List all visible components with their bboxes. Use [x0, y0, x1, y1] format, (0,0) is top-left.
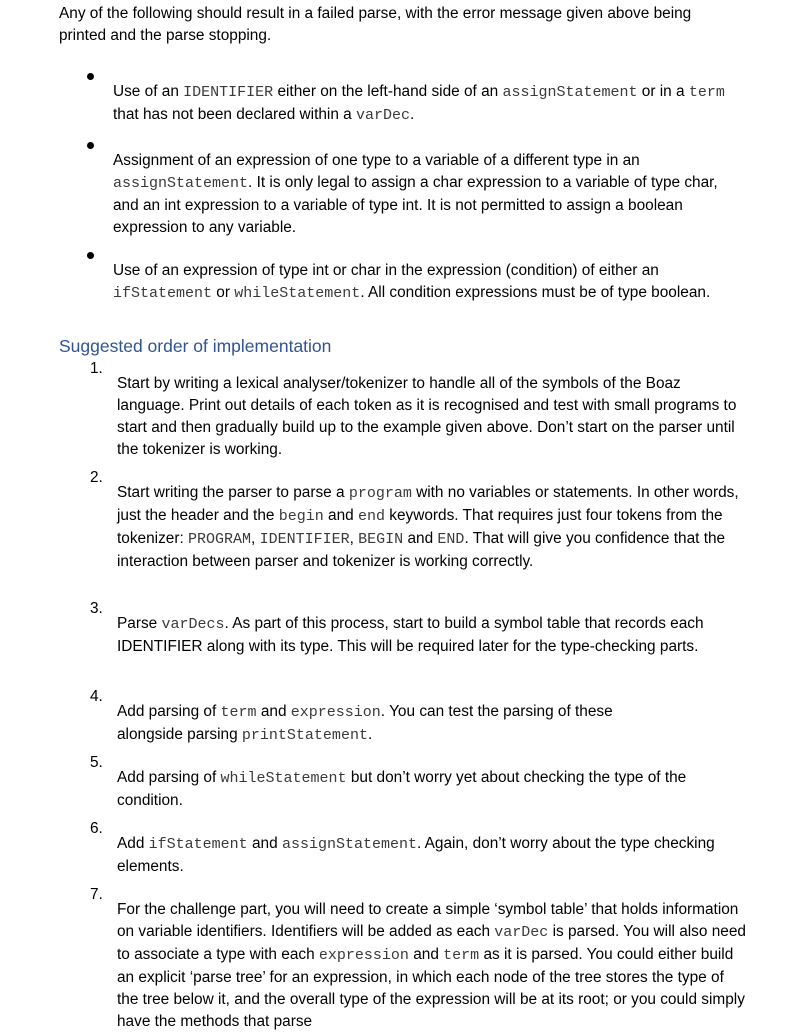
code-term: BEGIN: [358, 531, 404, 549]
intro-paragraph: Any of the following should result in a failed parse, with the error message given above being printed and the parse stopping.: [59, 5, 692, 44]
code-term: assignStatement: [502, 84, 638, 102]
step-number: 2.: [90, 469, 103, 486]
bullet-item: Assignment of an expression of one type to a variable of a different type in an assignStatement. It is only legal to assign a char expression to a variable of type char, and an int expression to a variable of type int. It is not permitted to assign a boolean expression to any variable.: [113, 152, 718, 237]
code-term: term: [220, 704, 257, 722]
code-term: term: [688, 84, 725, 102]
bullet-item: Use of an expression of type int or char in the expression (condition) of either an ifStatement or whileStatement. All condition expressions must be of type boolean.: [113, 262, 711, 303]
step-number: 3.: [90, 600, 103, 617]
bullet-dot-icon: [87, 252, 94, 259]
code-term: varDecs: [161, 616, 225, 634]
code-term: varDec: [356, 107, 411, 125]
code-term: expression: [318, 947, 409, 965]
step-number: 6.: [90, 820, 103, 837]
step-number: 5.: [90, 754, 103, 771]
code-term: end: [357, 508, 385, 526]
step-number: 4.: [90, 688, 103, 705]
code-term: expression: [290, 704, 381, 722]
step-number: 7.: [90, 886, 103, 903]
bullet-dot-icon: [87, 142, 94, 149]
code-term: assignStatement: [281, 836, 417, 854]
step-item: Add parsing of whileStatement but don’t worry yet about checking the type of the condition.: [117, 769, 687, 810]
code-term: IDENTIFIER: [259, 531, 350, 549]
step-number: 1.: [90, 360, 103, 377]
code-term: begin: [278, 508, 324, 526]
step-item: Parse varDecs. As part of this process, start to build a symbol table that records each IDENTIFIER along with its type. This will be required later for the type-checking parts.: [117, 615, 704, 656]
code-term: program: [348, 485, 412, 503]
step-item: Start by writing a lexical analyser/tokenizer to handle all of the symbols of the Boaz language. Print out details of each token as it is recognised and test with small programs to start and then gradually build up to the example given above. Don’t start on the parser until the tokenizer is working.: [117, 375, 737, 459]
bullet-item: Use of an IDENTIFIER either on the left-hand side of an assignStatement or in a term that has not been declared within a varDec.: [113, 83, 725, 125]
code-term: varDec: [494, 924, 549, 942]
code-term: END: [437, 531, 465, 549]
step-item: For the challenge part, you will need to create a simple ‘symbol table’ that holds information on variable identifiers. Identifiers will be added as each varDec is parsed. You will also need to associate a type with each expression and term as it is parsed. You could either build an explicit ‘parse tree’ for an expression, in which each node of the tree stores the type of the tree below it, and the overall type of the expression will be at its root; or you could simply have the methods that parse: [117, 901, 746, 1031]
step-item: Start writing the parser to parse a program with no variables or statements. In other words, just the header and the begin and end keywords. That requires just four tokens from the tokenizer: PROGRAM, IDENTIFIER, BEGIN and END. That will give you confidence that the interaction between parser and tokenizer is working correctly.: [117, 484, 739, 571]
code-term: PROGRAM: [188, 531, 252, 549]
code-term: ifStatement: [113, 285, 213, 303]
section-heading: Suggested order of implementation: [59, 336, 332, 356]
step-item: Add ifStatement and assignStatement. Again, don’t worry about the type checking elements.: [117, 835, 715, 876]
code-term: whileStatement: [220, 770, 347, 788]
code-term: printStatement: [241, 727, 368, 745]
code-term: ifStatement: [148, 836, 248, 854]
code-term: whileStatement: [234, 285, 361, 303]
code-term: term: [443, 947, 480, 965]
code-term: IDENTIFIER: [183, 84, 274, 102]
bullet-dot-icon: [87, 73, 94, 80]
code-term: assignStatement: [113, 175, 249, 193]
step-item: Add parsing of term and expression. You can test the parsing of these alongside parsing printStatement.: [117, 703, 613, 745]
